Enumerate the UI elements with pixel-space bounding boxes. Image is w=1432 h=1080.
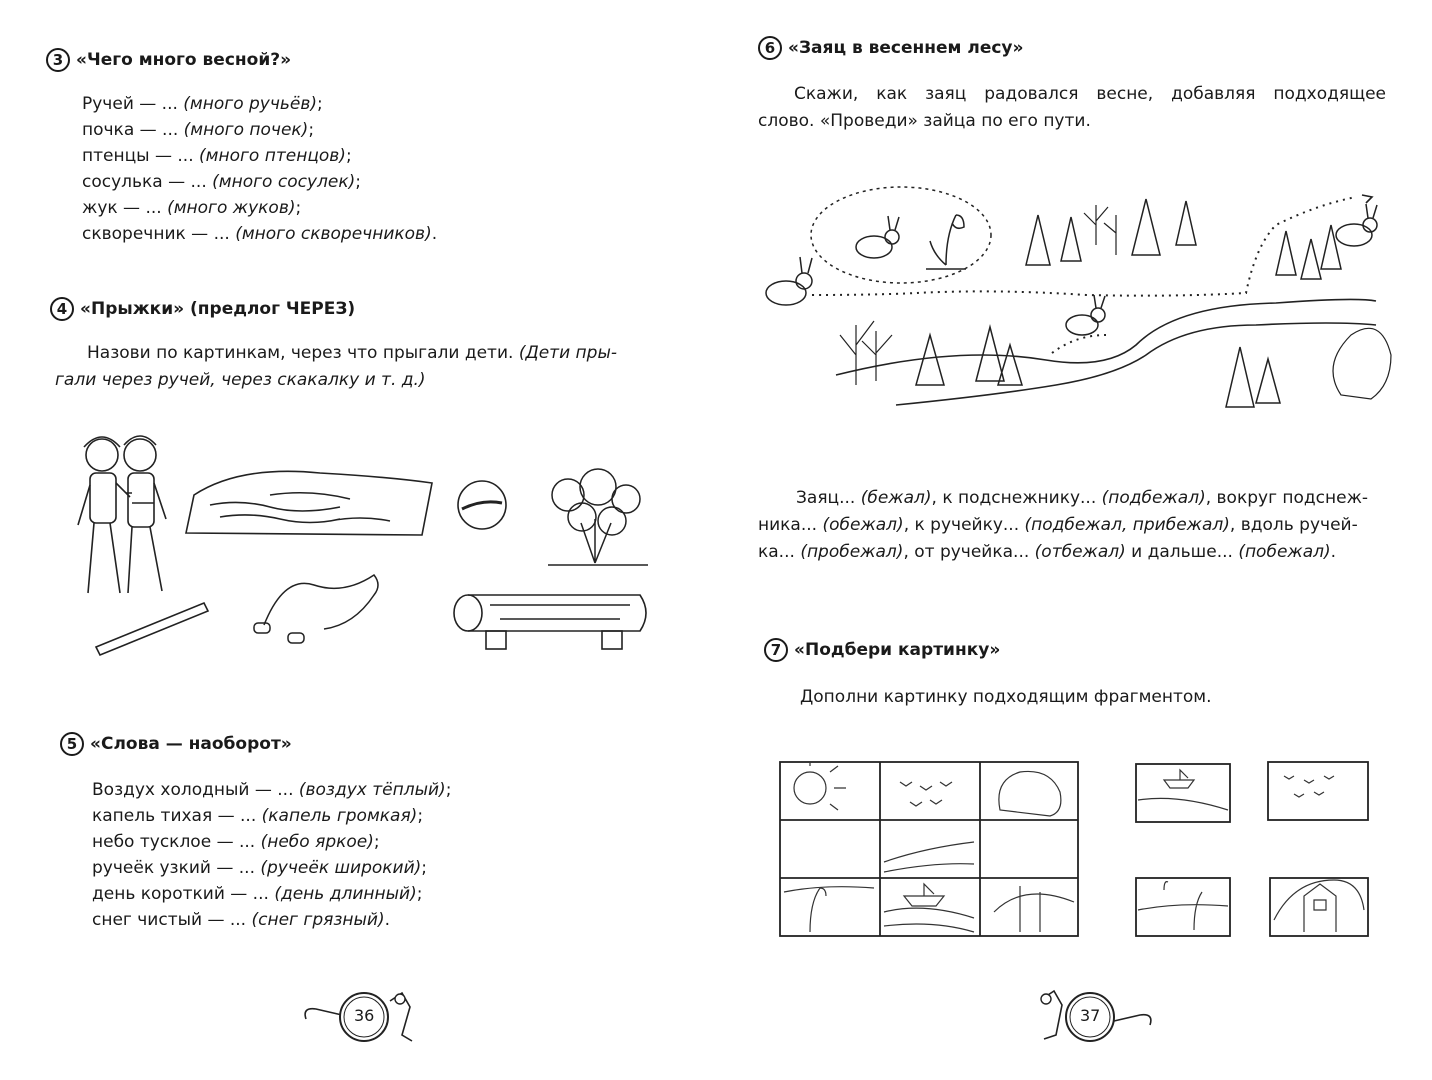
answer: (бежал) — [860, 488, 932, 508]
section-number: 7 — [764, 638, 788, 662]
section-number: 5 — [60, 732, 84, 756]
arrow — [1362, 195, 1372, 203]
answer: (много птенцов) — [199, 146, 346, 166]
list-item — [82, 221, 437, 247]
fragment-snowdrop — [1136, 878, 1230, 936]
section-title: «Чего много весной?» — [76, 50, 292, 70]
hoop — [458, 481, 506, 529]
punct: . — [431, 224, 438, 244]
text: , вокруг подснеж- — [1205, 488, 1369, 508]
section-title: «Слова — наоборот» — [90, 734, 292, 754]
answer: (обежал) — [822, 515, 904, 535]
answer: (небо яркое) — [260, 832, 374, 852]
section-7-heading — [764, 638, 1000, 662]
sun-icon — [794, 772, 826, 804]
text: и дальше... — [1125, 542, 1239, 562]
picture-grid — [780, 762, 1080, 938]
list-item — [82, 169, 437, 195]
punct: . — [384, 910, 391, 930]
answer-cont: гали через ручей, через скакалку и т. д.) — [55, 370, 426, 390]
right-page — [716, 0, 1432, 1080]
answer: (много скворечников) — [235, 224, 432, 244]
section-number: 6 — [758, 36, 782, 60]
stream — [186, 471, 432, 535]
stick — [96, 603, 208, 655]
answer: (воздух тёплый) — [298, 780, 446, 800]
section-title: «Заяц в весеннем лесу» — [788, 38, 1024, 58]
list-item — [92, 829, 451, 855]
answer: (снег грязный) — [251, 910, 385, 930]
page-number: 37 — [1080, 1006, 1101, 1025]
punct: ; — [417, 806, 424, 826]
list-item — [92, 803, 451, 829]
word: Воздух холодный — ... — [92, 780, 299, 800]
hare-path — [812, 197, 1356, 296]
punct: ; — [345, 146, 352, 166]
text: Заяц... — [796, 488, 861, 508]
answer: (много жуков) — [167, 198, 296, 218]
punct: ; — [355, 172, 361, 192]
instruction-line: слово. «Проведи» зайца по его пути. — [758, 111, 1091, 131]
word: снег чистый — ... — [92, 910, 252, 930]
answer: (отбежал) — [1034, 542, 1126, 562]
word: ручеёк узкий — ... — [92, 858, 261, 878]
answer: (капель громкая) — [261, 806, 418, 826]
text: ника... — [758, 515, 823, 535]
hare-end — [1336, 204, 1377, 246]
page-number: 36 — [354, 1006, 375, 1025]
stream — [836, 299, 1376, 405]
forest-path-illustration — [756, 185, 1396, 420]
word: скворечник — ... — [82, 224, 236, 244]
punct: ; — [308, 120, 315, 140]
answer: (пробежал) — [800, 542, 904, 562]
log — [454, 595, 646, 649]
instruction: Назови по картинкам, через что прыгали дети. — [87, 343, 514, 363]
hare-in-circle — [856, 216, 899, 258]
list-item — [82, 117, 437, 143]
section-number: 3 — [46, 48, 70, 72]
word: небо тусклое — ... — [92, 832, 261, 852]
word: сосулька — ... — [82, 172, 213, 192]
word: птенцы — ... — [82, 146, 200, 166]
punct: ; — [416, 884, 423, 904]
answer: (ручеёк широкий) — [260, 858, 422, 878]
punct: ; — [317, 94, 323, 114]
section-4-illustrations — [70, 425, 670, 665]
punct: ; — [373, 832, 380, 852]
section-3-list — [82, 91, 437, 247]
snowdrop — [926, 215, 966, 269]
boat-icon — [904, 884, 944, 906]
fragment-options — [1134, 760, 1404, 940]
punct: ; — [421, 858, 428, 878]
section-5-heading — [60, 732, 292, 756]
punct: ; — [295, 198, 302, 218]
river-icon — [884, 842, 974, 872]
birds-icon — [900, 782, 952, 806]
hare-stream — [1066, 295, 1105, 335]
jump-rope — [254, 575, 378, 643]
text: ка... — [758, 542, 801, 562]
text: . — [1330, 542, 1337, 562]
list-item — [82, 195, 437, 221]
snowdrop-icon — [810, 888, 826, 932]
text: , к подснежнику... — [931, 488, 1102, 508]
answer: (подбежал) — [1101, 488, 1206, 508]
answer: (день длинный) — [274, 884, 417, 904]
section-6-heading — [758, 36, 1024, 60]
answer: (много ручьёв) — [183, 94, 318, 114]
section-6-instruction — [758, 81, 1386, 135]
list-item — [82, 143, 437, 169]
hare-start — [766, 257, 812, 305]
section-4-text — [55, 340, 655, 394]
list-item — [92, 855, 451, 881]
punct: ; — [445, 780, 452, 800]
birch-icon — [994, 886, 1074, 932]
word: капель тихая — ... — [92, 806, 262, 826]
word: жук — ... — [82, 198, 168, 218]
section-number: 4 — [50, 297, 74, 321]
answer: (побежал) — [1238, 542, 1331, 562]
children-walking — [78, 436, 166, 593]
section-3-heading — [46, 48, 291, 72]
section-7-instruction: Дополни картинку подходящим фрагментом. — [800, 687, 1212, 707]
bush — [548, 469, 648, 565]
word: день короткий — ... — [92, 884, 275, 904]
text: , к ручейку... — [903, 515, 1025, 535]
answer: (подбежал, прибежал) — [1024, 515, 1230, 535]
word: почка — ... — [82, 120, 184, 140]
section-title: «Прыжки» (предлог ЧЕРЕЗ) — [80, 299, 356, 319]
word: Ручей — ... — [82, 94, 184, 114]
section-5-list — [92, 777, 451, 933]
section-4-heading — [50, 297, 355, 321]
tree-icon — [999, 771, 1061, 816]
answer: (много почек) — [183, 120, 309, 140]
fragment-birds — [1268, 762, 1368, 820]
section-title: «Подбери картинку» — [794, 640, 1001, 660]
list-item — [92, 777, 451, 803]
answer: (Дети пры- — [518, 343, 618, 363]
list-item — [92, 881, 451, 907]
list-item — [92, 907, 451, 933]
instruction-line: Скажи, как заяц радовался весне, добавляя подходящее — [794, 84, 1386, 104]
answer: (много сосулек) — [212, 172, 356, 192]
section-6-answer — [758, 485, 1386, 566]
text: , вдоль ручей- — [1229, 515, 1358, 535]
list-item — [82, 91, 437, 117]
text: , от ручейка... — [903, 542, 1035, 562]
